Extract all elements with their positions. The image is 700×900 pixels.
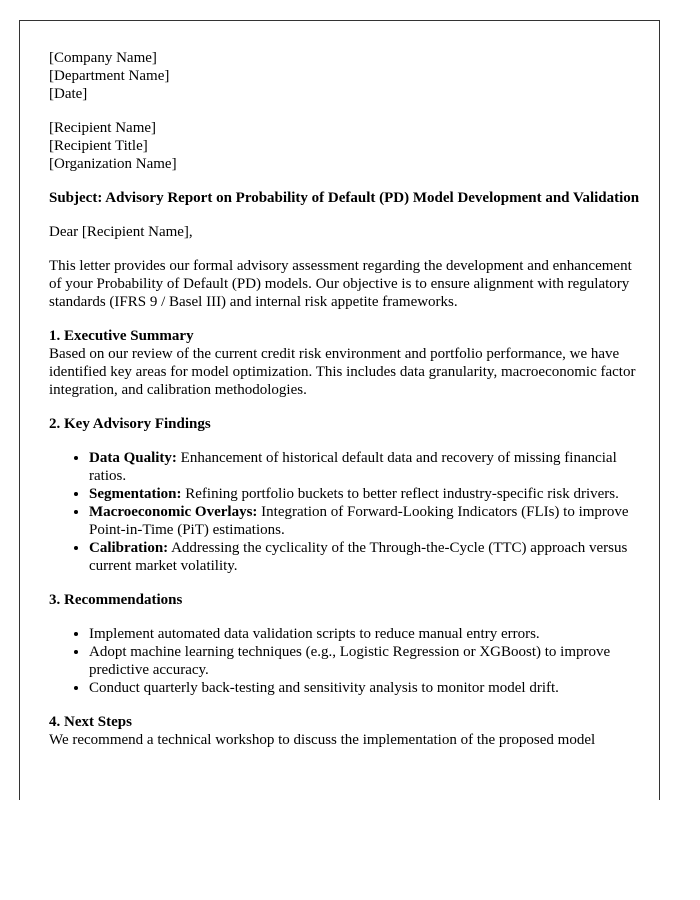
executive-summary-section <box>49 327 641 399</box>
sender-block <box>49 49 641 103</box>
finding-term: Macroeconomic Overlays: <box>89 504 258 520</box>
list-item: • Implement automated data validation scripts to reduce manual entry errors. <box>89 625 641 643</box>
finding-text: Addressing the cyclicality of the Through-the-Cycle (TTC) approach versus current market volatility. <box>89 540 628 574</box>
subject-line: Subject: Advisory Report on Probability of Default (PD) Model Development and Validation <box>49 190 640 206</box>
findings-title: 2. Key Advisory Findings <box>49 416 211 432</box>
list-item: • Conduct quarterly back-testing and sensitivity analysis to monitor model drift. <box>89 679 641 697</box>
list-item <box>89 449 641 485</box>
list-item <box>89 485 641 503</box>
executive-summary-title: 1. Executive Summary <box>49 328 194 344</box>
intro-paragraph: This letter provides our formal advisory assessment regarding the development and enhancement of your Probability of Default (PD) models. Our objective is to ensure alignment with regulatory standards (IFRS 9 / Basel III) and internal risk appetite frameworks. <box>49 258 632 310</box>
recipient-title: [Recipient Title] <box>49 138 148 154</box>
recipient-organization: [Organization Name] <box>49 156 177 172</box>
next-steps-body: We recommend a technical workshop to discuss the implementation of the proposed model <box>49 732 596 748</box>
finding-text: Enhancement of historical default data and recovery of missing financial ratios. <box>89 450 617 484</box>
company-name: [Company Name] <box>49 50 157 66</box>
salutation: Dear [Recipient Name], <box>49 224 193 240</box>
finding-term: Data Quality: <box>89 450 177 466</box>
recipient-block <box>49 119 641 173</box>
next-steps-section <box>49 713 641 749</box>
list-item <box>89 539 641 575</box>
finding-term: Segmentation: <box>89 486 182 502</box>
recommendations-list <box>49 625 641 697</box>
letter-page <box>19 20 660 800</box>
letter-date: [Date] <box>49 86 88 102</box>
finding-text: Refining portfolio buckets to better reflect industry-specific risk drivers. <box>181 486 619 502</box>
finding-term: Calibration: <box>89 540 169 556</box>
findings-list <box>49 449 641 575</box>
next-steps-title: 4. Next Steps <box>49 714 132 730</box>
department-name: [Department Name] <box>49 68 170 84</box>
list-item <box>89 503 641 539</box>
letter-content <box>49 49 641 749</box>
executive-summary-body: Based on our review of the current credit risk environment and portfolio performance, we have identified key areas for model optimization. This includes data granularity, macroeconomic factor integration, and calibration methodologies. <box>49 346 636 398</box>
recommendations-title: 3. Recommendations <box>49 592 183 608</box>
list-item: • Adopt machine learning techniques (e.g., Logistic Regression or XGBoost) to improve predictive accuracy. <box>89 643 641 679</box>
recipient-name: [Recipient Name] <box>49 120 157 136</box>
finding-text: Integration of Forward-Looking Indicators (FLIs) to improve Point-in-Time (PiT) estimations. <box>89 504 629 538</box>
